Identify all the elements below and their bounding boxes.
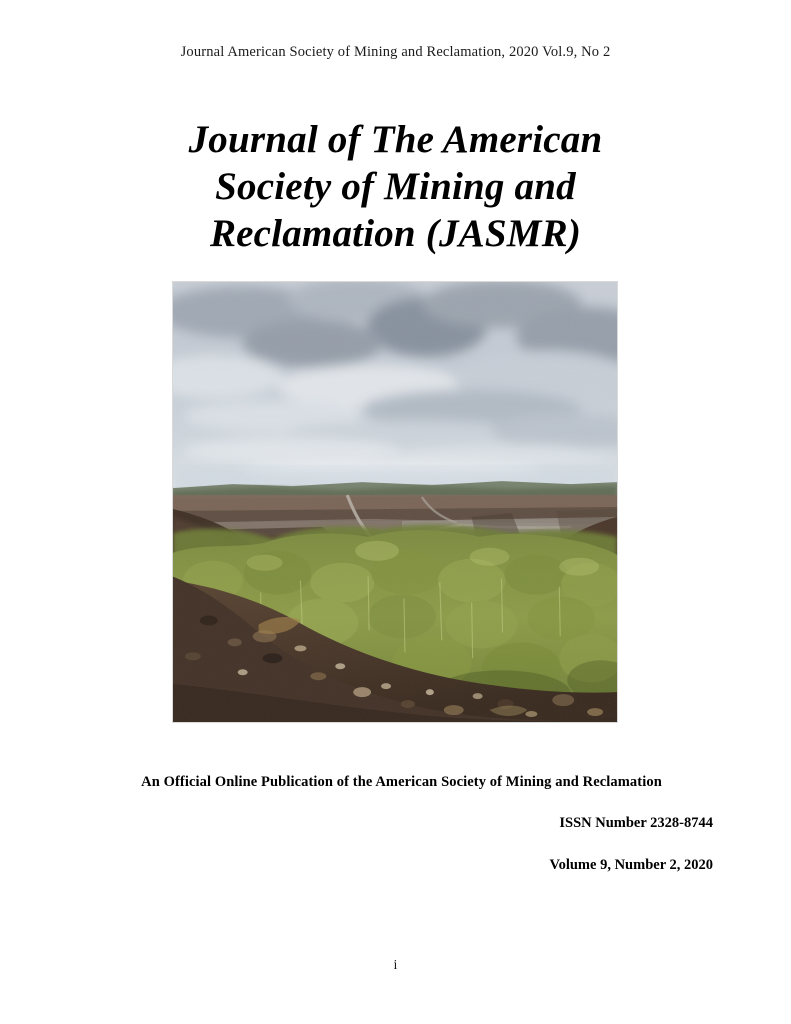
publication-statement: An Official Online Publication of the American Society of Mining and Reclamation <box>141 774 662 790</box>
title-line-3: Reclamation (JASMR) <box>209 212 582 256</box>
title-line-2: Society of Mining and <box>215 165 576 209</box>
issn-line: ISSN Number 2328-8744 <box>559 815 713 831</box>
title-line-1: Journal of The American <box>188 118 603 162</box>
volume-line: Volume 9, Number 2, 2020 <box>549 857 713 873</box>
running-header: Journal American Society of Mining and Reclamation, 2020 Vol.9, No 2 <box>180 44 611 60</box>
page-title <box>0 116 791 257</box>
imprint-block <box>0 774 791 874</box>
page-number: i <box>393 958 398 973</box>
cover-photograph <box>172 281 618 723</box>
cover-photograph-image <box>173 282 617 722</box>
